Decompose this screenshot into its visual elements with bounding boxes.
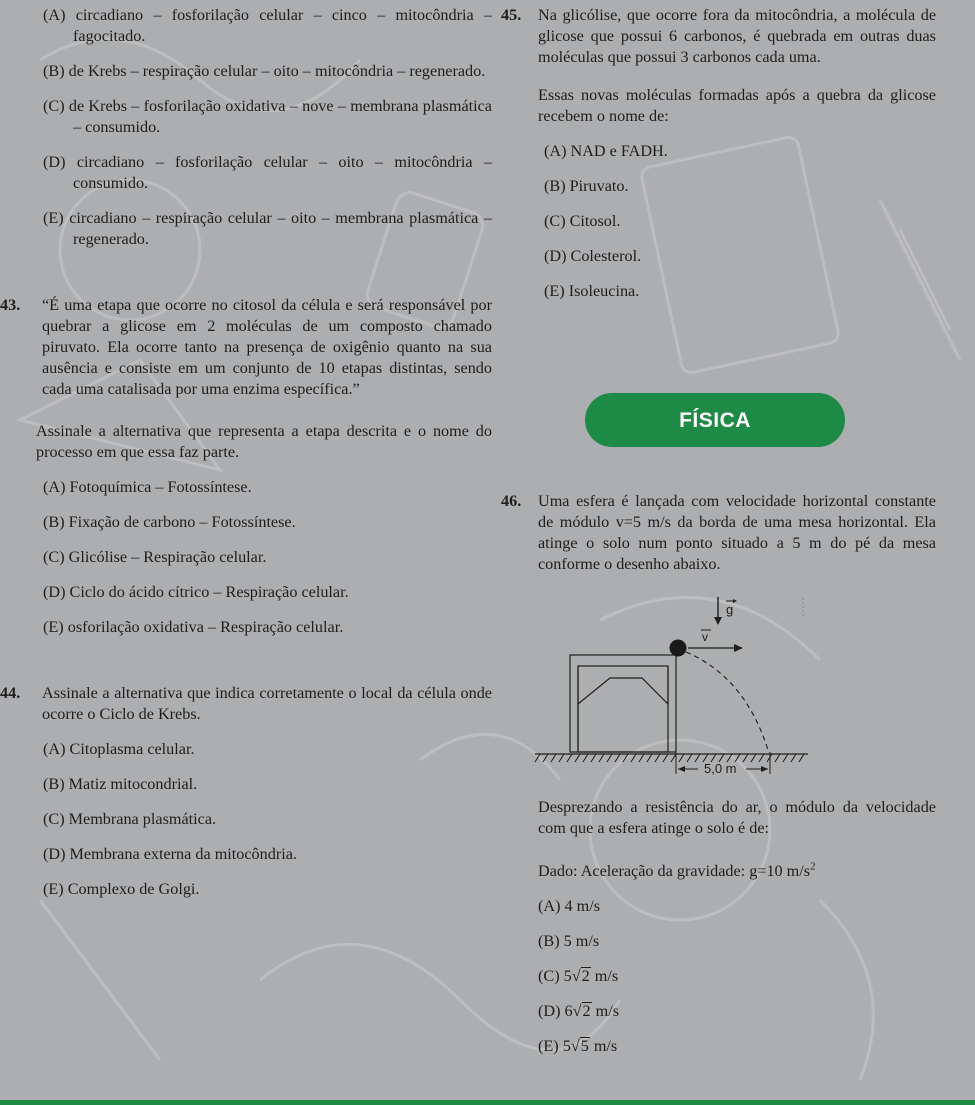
option-b[interactable]: (B) Matiz mitocondrial.: [43, 775, 198, 793]
question-number: 44.: [0, 684, 21, 702]
question-stem: “É uma etapa que ocorre no citosol da célula e será responsável por quebrar a glicose em 2 moléculas de um composto chamado piruvato. Ela ocorre tanto na presença de oxigênio quanto na sua ausência e consiste em um conjunto de 10 etapas distintas, sendo cada uma catalisada por uma enzima específica.”: [42, 296, 492, 398]
option-a[interactable]: (A) Fotoquímica – Fotossíntese.: [43, 478, 252, 496]
option-b[interactable]: (B) 5 m/s: [538, 932, 600, 950]
option-letter: (E): [43, 209, 64, 227]
question-prompt: Assinale a alternativa que representa a etapa descrita e o nome do processo em que essa faz parte.: [36, 422, 492, 461]
ball: [670, 640, 687, 657]
bottom-bar: [0, 1100, 975, 1105]
option-a[interactable]: [43, 5, 492, 47]
option-e[interactable]: (E) 5√5 m/s: [538, 1037, 618, 1055]
option-b[interactable]: (B) Fixação de carbono – Fotossíntese.: [43, 513, 296, 531]
option-c[interactable]: (C) Membrana plasmática.: [43, 810, 217, 828]
q44-options: [36, 739, 492, 900]
option-a[interactable]: (A) Citoplasma celular.: [43, 740, 195, 758]
question-45: [501, 5, 936, 302]
table: [570, 655, 676, 752]
question-43: [0, 295, 492, 638]
distance-arrowhead-right: [761, 766, 768, 772]
sqrt-symbol: √2: [572, 1002, 591, 1020]
gravity-label: g: [726, 602, 734, 617]
question-46: [501, 491, 936, 575]
question-prompt: Essas novas moléculas formadas após a quebra da glicose recebem o nome de:: [538, 86, 936, 125]
option-a[interactable]: (A) NAD e FADH.: [544, 142, 668, 160]
right-column: [501, 5, 936, 302]
option-letter: (C): [43, 97, 65, 115]
option-e[interactable]: (E) osforilação oxidativa – Respiração celular.: [43, 618, 344, 636]
projectile-diagram: [530, 592, 820, 782]
option-letter: (A): [43, 6, 66, 24]
option-text: circadiano – fosforilação celular – cinco – mitocôndria – fagocitado.: [73, 6, 493, 45]
velocity-arrowhead: [734, 644, 743, 652]
trajectory: [686, 652, 768, 750]
distance-label: 5,0 m: [704, 761, 737, 776]
question-46-continued: [538, 797, 936, 1057]
option-text: circadiano – fosforilação celular – oito – mitocôndria – consumido.: [73, 153, 492, 192]
q45-options: [538, 141, 936, 302]
question-stem: Assinale a alternativa que indica corretamente o local da célula onde ocorre o Ciclo de Krebs.: [42, 684, 492, 723]
option-d[interactable]: (D) 6√2 m/s: [538, 1002, 620, 1020]
option-c[interactable]: (C) Citosol.: [544, 212, 621, 230]
option-d[interactable]: (D) Membrana externa da mitocôndria.: [43, 845, 297, 863]
velocity-label: v: [702, 630, 708, 644]
option-text: de Krebs – respiração celular – oito – mitocôndria – regenerado.: [68, 62, 486, 80]
question-number: 45.: [501, 6, 522, 24]
option-b[interactable]: [43, 61, 492, 82]
option-letter: (B): [43, 62, 65, 80]
option-a[interactable]: (A) 4 m/s: [538, 897, 601, 915]
option-e[interactable]: [43, 208, 492, 250]
option-b[interactable]: (B) Piruvato.: [544, 177, 629, 195]
option-letter: (D): [43, 153, 66, 171]
option-text: circadiano – respiração celular – oito – membrana plasmática – regenerado.: [69, 209, 492, 248]
given-data: Dado: Aceleração da gravidade: g=10 $m/s^2$: [538, 860, 816, 880]
left-column: [0, 5, 493, 900]
question-44: [0, 683, 492, 900]
question-number: 46.: [501, 492, 522, 510]
option-c[interactable]: [43, 96, 492, 138]
option-c[interactable]: (C) 5√2 m/s: [538, 967, 619, 985]
option-e[interactable]: (E) Complexo de Golgi.: [43, 880, 200, 898]
q42-options: [8, 5, 492, 250]
sqrt-symbol: √2: [571, 967, 590, 985]
distance-arrowhead-left: [678, 766, 685, 772]
option-d[interactable]: [43, 152, 492, 194]
option-c[interactable]: (C) Glicólise – Respiração celular.: [43, 548, 267, 566]
question-prompt: Desprezando a resistência do ar, o módulo da velocidade com que a esfera atinge o solo é de:: [538, 798, 936, 837]
section-header-fisica: FÍSICA: [585, 393, 845, 447]
q46-options: [538, 896, 936, 1057]
question-stem: Na glicólise, que ocorre fora da mitocôndria, a molécula de glicose que possui 6 carbonos, é quebrada em outras duas moléculas que possui 3 carbonos cada uma.: [538, 6, 936, 66]
q43-options: [36, 477, 492, 638]
gravity-arrowhead: [714, 617, 722, 625]
question-stem: Uma esfera é lançada com velocidade horizontal constante de módulo v=5 m/s da borda de uma mesa horizontal. Ela atinge o solo num ponto situado a 5 m do pé da mesa conforme o desenho abaixo.: [538, 492, 936, 573]
question-number: 43.: [0, 296, 21, 314]
ground-hatching: [535, 754, 804, 762]
option-text: de Krebs – fosforilação oxidativa – nove – membrana plasmática – consumido.: [68, 97, 492, 136]
option-d[interactable]: (D) Ciclo do ácido cítrico – Respiração celular.: [43, 583, 349, 601]
sqrt-symbol: √5: [570, 1037, 589, 1055]
gravity-vector-markhead: [733, 599, 737, 603]
option-e[interactable]: (E) Isoleucina.: [544, 282, 640, 300]
option-d[interactable]: (D) Colesterol.: [544, 247, 642, 265]
